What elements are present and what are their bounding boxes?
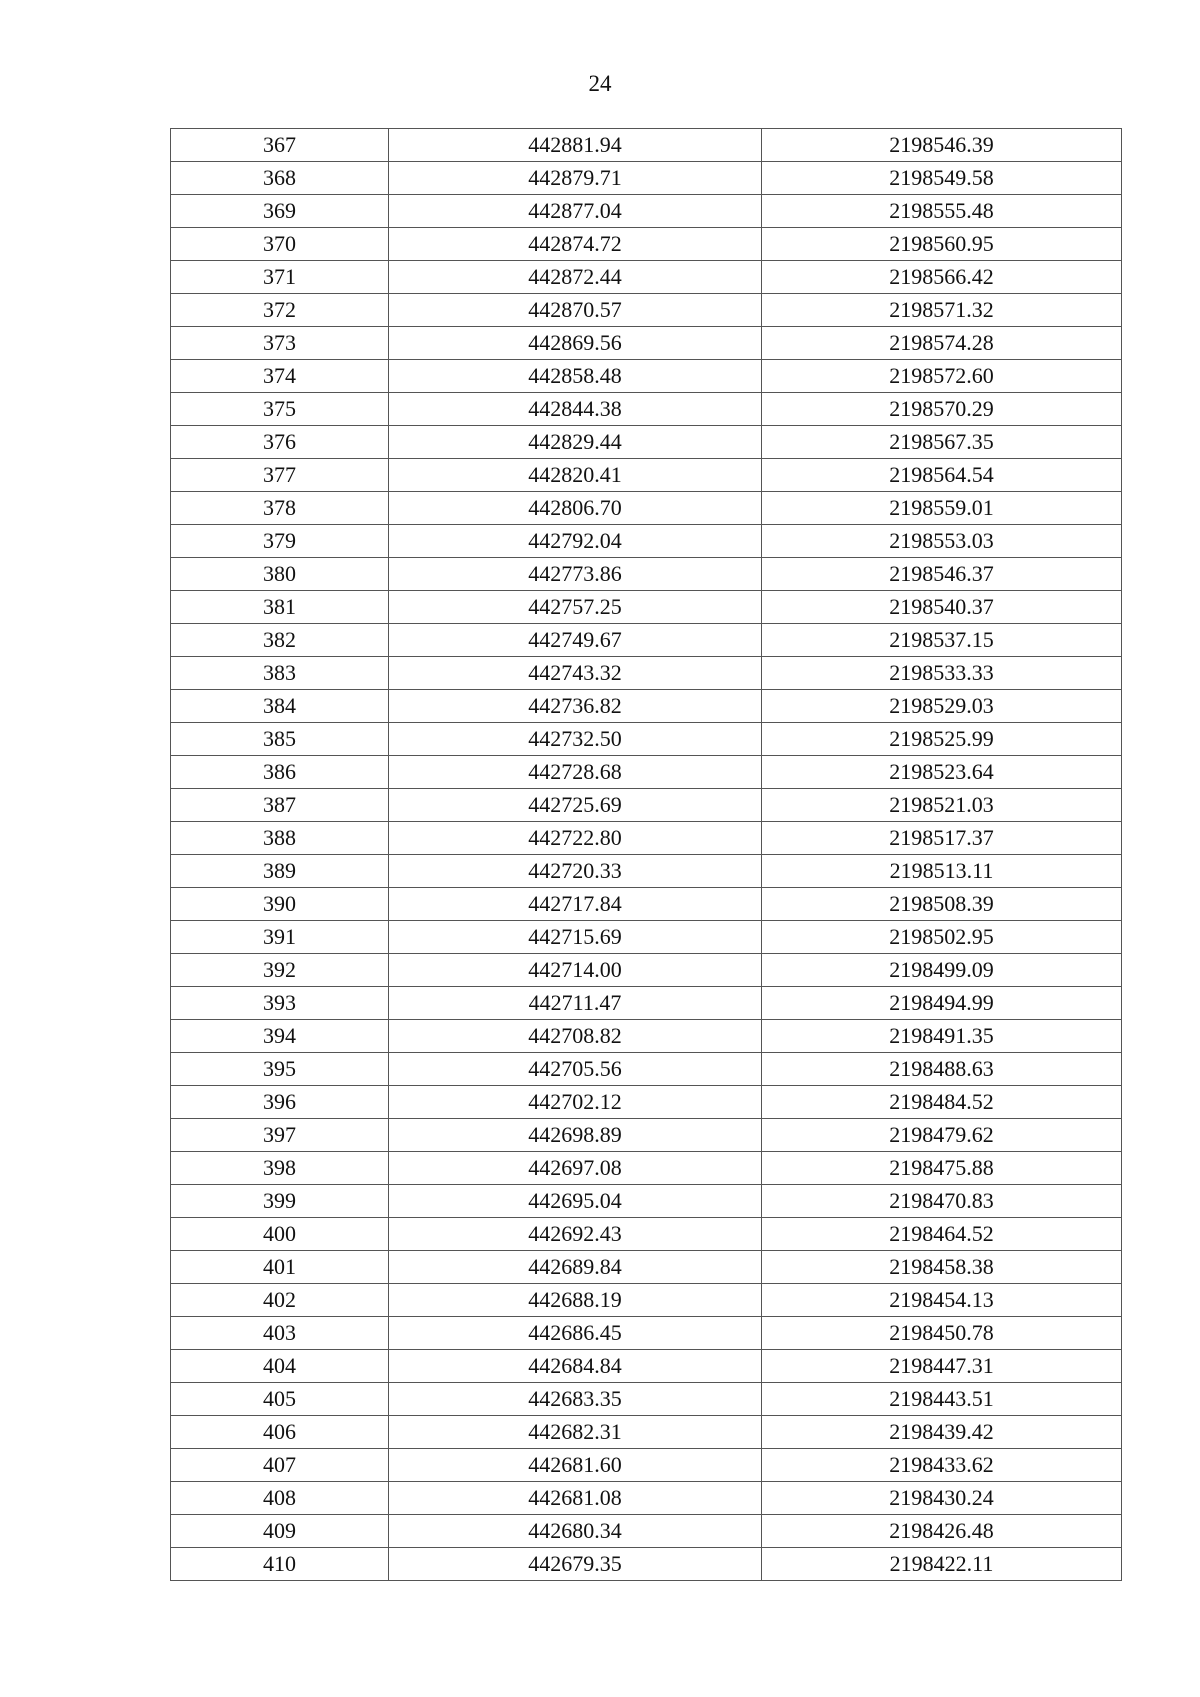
x-coordinate-cell: 442874.72 xyxy=(389,228,762,261)
point-number-cell: 368 xyxy=(171,162,389,195)
table-row xyxy=(171,492,1122,525)
x-coordinate-cell: 442679.35 xyxy=(389,1548,762,1581)
point-number-cell: 369 xyxy=(171,195,389,228)
point-number-cell: 379 xyxy=(171,525,389,558)
table-row xyxy=(171,954,1122,987)
table-row xyxy=(171,921,1122,954)
x-coordinate-cell: 442711.47 xyxy=(389,987,762,1020)
y-coordinate-cell: 2198494.99 xyxy=(762,987,1122,1020)
table-row xyxy=(171,1482,1122,1515)
x-coordinate-cell: 442681.08 xyxy=(389,1482,762,1515)
x-coordinate-cell: 442681.60 xyxy=(389,1449,762,1482)
y-coordinate-cell: 2198458.38 xyxy=(762,1251,1122,1284)
table-row xyxy=(171,1284,1122,1317)
table-row xyxy=(171,393,1122,426)
point-number-cell: 382 xyxy=(171,624,389,657)
y-coordinate-cell: 2198533.33 xyxy=(762,657,1122,690)
point-number-cell: 392 xyxy=(171,954,389,987)
y-coordinate-cell: 2198521.03 xyxy=(762,789,1122,822)
point-number-cell: 371 xyxy=(171,261,389,294)
table-row xyxy=(171,1449,1122,1482)
x-coordinate-cell: 442872.44 xyxy=(389,261,762,294)
table-row xyxy=(171,459,1122,492)
y-coordinate-cell: 2198447.31 xyxy=(762,1350,1122,1383)
point-number-cell: 388 xyxy=(171,822,389,855)
y-coordinate-cell: 2198433.62 xyxy=(762,1449,1122,1482)
table-row xyxy=(171,1548,1122,1581)
table-row xyxy=(171,129,1122,162)
x-coordinate-cell: 442728.68 xyxy=(389,756,762,789)
point-number-cell: 387 xyxy=(171,789,389,822)
y-coordinate-cell: 2198517.37 xyxy=(762,822,1122,855)
y-coordinate-cell: 2198450.78 xyxy=(762,1317,1122,1350)
point-number-cell: 376 xyxy=(171,426,389,459)
coordinates-table xyxy=(170,128,1122,1581)
point-number-cell: 390 xyxy=(171,888,389,921)
y-coordinate-cell: 2198454.13 xyxy=(762,1284,1122,1317)
y-coordinate-cell: 2198488.63 xyxy=(762,1053,1122,1086)
table-row xyxy=(171,426,1122,459)
y-coordinate-cell: 2198570.29 xyxy=(762,393,1122,426)
y-coordinate-cell: 2198439.42 xyxy=(762,1416,1122,1449)
y-coordinate-cell: 2198553.03 xyxy=(762,525,1122,558)
point-number-cell: 377 xyxy=(171,459,389,492)
table-row xyxy=(171,525,1122,558)
x-coordinate-cell: 442869.56 xyxy=(389,327,762,360)
table-row xyxy=(171,1053,1122,1086)
point-number-cell: 378 xyxy=(171,492,389,525)
y-coordinate-cell: 2198426.48 xyxy=(762,1515,1122,1548)
x-coordinate-cell: 442749.67 xyxy=(389,624,762,657)
y-coordinate-cell: 2198499.09 xyxy=(762,954,1122,987)
point-number-cell: 393 xyxy=(171,987,389,1020)
point-number-cell: 408 xyxy=(171,1482,389,1515)
x-coordinate-cell: 442829.44 xyxy=(389,426,762,459)
table-row xyxy=(171,756,1122,789)
point-number-cell: 402 xyxy=(171,1284,389,1317)
x-coordinate-cell: 442743.32 xyxy=(389,657,762,690)
x-coordinate-cell: 442698.89 xyxy=(389,1119,762,1152)
point-number-cell: 397 xyxy=(171,1119,389,1152)
table-row xyxy=(171,228,1122,261)
x-coordinate-cell: 442688.19 xyxy=(389,1284,762,1317)
y-coordinate-cell: 2198525.99 xyxy=(762,723,1122,756)
table-row xyxy=(171,1086,1122,1119)
table-row xyxy=(171,327,1122,360)
x-coordinate-cell: 442705.56 xyxy=(389,1053,762,1086)
x-coordinate-cell: 442717.84 xyxy=(389,888,762,921)
table-row xyxy=(171,657,1122,690)
y-coordinate-cell: 2198523.64 xyxy=(762,756,1122,789)
x-coordinate-cell: 442870.57 xyxy=(389,294,762,327)
x-coordinate-cell: 442689.84 xyxy=(389,1251,762,1284)
x-coordinate-cell: 442714.00 xyxy=(389,954,762,987)
table-row xyxy=(171,690,1122,723)
y-coordinate-cell: 2198555.48 xyxy=(762,195,1122,228)
y-coordinate-cell: 2198564.54 xyxy=(762,459,1122,492)
x-coordinate-cell: 442702.12 xyxy=(389,1086,762,1119)
x-coordinate-cell: 442684.84 xyxy=(389,1350,762,1383)
y-coordinate-cell: 2198491.35 xyxy=(762,1020,1122,1053)
point-number-cell: 410 xyxy=(171,1548,389,1581)
point-number-cell: 399 xyxy=(171,1185,389,1218)
y-coordinate-cell: 2198502.95 xyxy=(762,921,1122,954)
x-coordinate-cell: 442732.50 xyxy=(389,723,762,756)
x-coordinate-cell: 442715.69 xyxy=(389,921,762,954)
table-row xyxy=(171,558,1122,591)
table-row xyxy=(171,723,1122,756)
point-number-cell: 373 xyxy=(171,327,389,360)
point-number-cell: 370 xyxy=(171,228,389,261)
y-coordinate-cell: 2198566.42 xyxy=(762,261,1122,294)
x-coordinate-cell: 442722.80 xyxy=(389,822,762,855)
point-number-cell: 403 xyxy=(171,1317,389,1350)
table-row xyxy=(171,261,1122,294)
y-coordinate-cell: 2198475.88 xyxy=(762,1152,1122,1185)
y-coordinate-cell: 2198508.39 xyxy=(762,888,1122,921)
y-coordinate-cell: 2198571.32 xyxy=(762,294,1122,327)
table-row xyxy=(171,1020,1122,1053)
table-row xyxy=(171,195,1122,228)
table-row xyxy=(171,1317,1122,1350)
point-number-cell: 400 xyxy=(171,1218,389,1251)
y-coordinate-cell: 2198422.11 xyxy=(762,1548,1122,1581)
x-coordinate-cell: 442695.04 xyxy=(389,1185,762,1218)
x-coordinate-cell: 442680.34 xyxy=(389,1515,762,1548)
point-number-cell: 406 xyxy=(171,1416,389,1449)
point-number-cell: 375 xyxy=(171,393,389,426)
x-coordinate-cell: 442881.94 xyxy=(389,129,762,162)
y-coordinate-cell: 2198513.11 xyxy=(762,855,1122,888)
x-coordinate-cell: 442858.48 xyxy=(389,360,762,393)
point-number-cell: 398 xyxy=(171,1152,389,1185)
y-coordinate-cell: 2198470.83 xyxy=(762,1185,1122,1218)
y-coordinate-cell: 2198574.28 xyxy=(762,327,1122,360)
x-coordinate-cell: 442697.08 xyxy=(389,1152,762,1185)
table-row xyxy=(171,1350,1122,1383)
point-number-cell: 409 xyxy=(171,1515,389,1548)
point-number-cell: 384 xyxy=(171,690,389,723)
page-number: 24 xyxy=(588,71,612,96)
point-number-cell: 395 xyxy=(171,1053,389,1086)
x-coordinate-cell: 442844.38 xyxy=(389,393,762,426)
table-row xyxy=(171,162,1122,195)
table-row xyxy=(171,888,1122,921)
x-coordinate-cell: 442683.35 xyxy=(389,1383,762,1416)
x-coordinate-cell: 442682.31 xyxy=(389,1416,762,1449)
table-row xyxy=(171,360,1122,393)
y-coordinate-cell: 2198559.01 xyxy=(762,492,1122,525)
table-row xyxy=(171,624,1122,657)
point-number-cell: 407 xyxy=(171,1449,389,1482)
x-coordinate-cell: 442820.41 xyxy=(389,459,762,492)
y-coordinate-cell: 2198479.62 xyxy=(762,1119,1122,1152)
table-row xyxy=(171,1251,1122,1284)
y-coordinate-cell: 2198546.39 xyxy=(762,129,1122,162)
y-coordinate-cell: 2198572.60 xyxy=(762,360,1122,393)
y-coordinate-cell: 2198430.24 xyxy=(762,1482,1122,1515)
y-coordinate-cell: 2198443.51 xyxy=(762,1383,1122,1416)
x-coordinate-cell: 442773.86 xyxy=(389,558,762,591)
y-coordinate-cell: 2198549.58 xyxy=(762,162,1122,195)
table-row xyxy=(171,591,1122,624)
point-number-cell: 367 xyxy=(171,129,389,162)
table-row xyxy=(171,294,1122,327)
point-number-cell: 389 xyxy=(171,855,389,888)
x-coordinate-cell: 442806.70 xyxy=(389,492,762,525)
y-coordinate-cell: 2198484.52 xyxy=(762,1086,1122,1119)
x-coordinate-cell: 442736.82 xyxy=(389,690,762,723)
point-number-cell: 383 xyxy=(171,657,389,690)
table-row xyxy=(171,822,1122,855)
x-coordinate-cell: 442686.45 xyxy=(389,1317,762,1350)
x-coordinate-cell: 442692.43 xyxy=(389,1218,762,1251)
table-row xyxy=(171,1383,1122,1416)
point-number-cell: 405 xyxy=(171,1383,389,1416)
y-coordinate-cell: 2198464.52 xyxy=(762,1218,1122,1251)
table-row xyxy=(171,1515,1122,1548)
table-row xyxy=(171,789,1122,822)
x-coordinate-cell: 442725.69 xyxy=(389,789,762,822)
table-row xyxy=(171,987,1122,1020)
point-number-cell: 374 xyxy=(171,360,389,393)
point-number-cell: 404 xyxy=(171,1350,389,1383)
point-number-cell: 401 xyxy=(171,1251,389,1284)
table-row xyxy=(171,855,1122,888)
table-row xyxy=(171,1119,1122,1152)
x-coordinate-cell: 442708.82 xyxy=(389,1020,762,1053)
point-number-cell: 372 xyxy=(171,294,389,327)
point-number-cell: 386 xyxy=(171,756,389,789)
y-coordinate-cell: 2198567.35 xyxy=(762,426,1122,459)
point-number-cell: 380 xyxy=(171,558,389,591)
x-coordinate-cell: 442720.33 xyxy=(389,855,762,888)
point-number-cell: 391 xyxy=(171,921,389,954)
x-coordinate-cell: 442877.04 xyxy=(389,195,762,228)
point-number-cell: 381 xyxy=(171,591,389,624)
y-coordinate-cell: 2198537.15 xyxy=(762,624,1122,657)
x-coordinate-cell: 442792.04 xyxy=(389,525,762,558)
point-number-cell: 385 xyxy=(171,723,389,756)
point-number-cell: 394 xyxy=(171,1020,389,1053)
y-coordinate-cell: 2198540.37 xyxy=(762,591,1122,624)
x-coordinate-cell: 442757.25 xyxy=(389,591,762,624)
y-coordinate-cell: 2198529.03 xyxy=(762,690,1122,723)
point-number-cell: 396 xyxy=(171,1086,389,1119)
table-row xyxy=(171,1218,1122,1251)
y-coordinate-cell: 2198560.95 xyxy=(762,228,1122,261)
x-coordinate-cell: 442879.71 xyxy=(389,162,762,195)
table-row xyxy=(171,1185,1122,1218)
coordinates-table-body xyxy=(171,129,1122,1581)
table-row xyxy=(171,1416,1122,1449)
y-coordinate-cell: 2198546.37 xyxy=(762,558,1122,591)
table-row xyxy=(171,1152,1122,1185)
